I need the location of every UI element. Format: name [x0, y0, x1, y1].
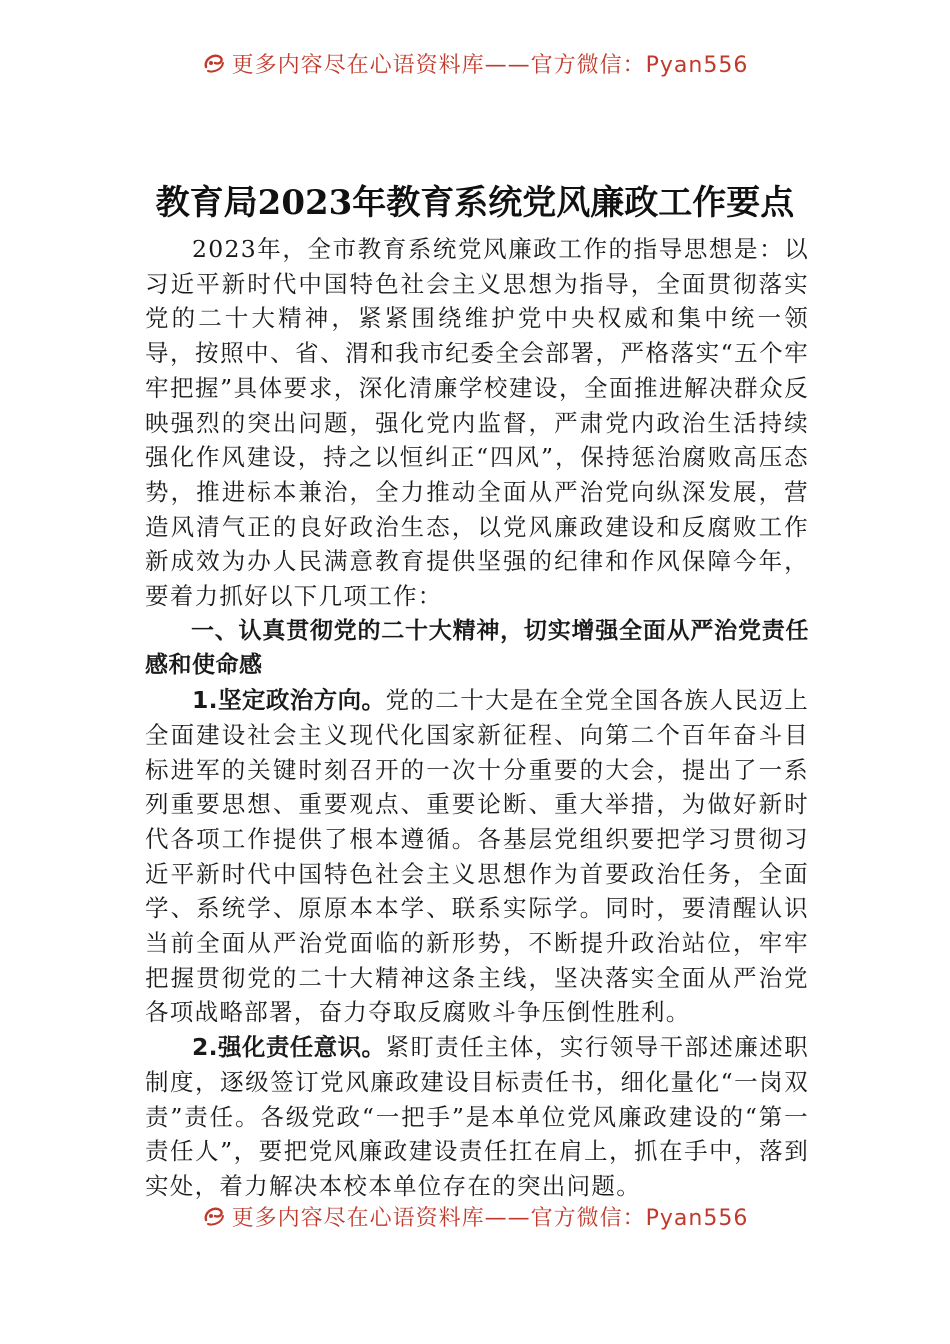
watermark-footer: [0, 1205, 950, 1239]
item-lead-2: 2.强化责任意识。: [192, 1033, 386, 1062]
item-paragraph-1: [145, 683, 809, 1030]
intro-paragraph: 2023年，全市教育系统党风廉政工作的指导思想是：以习近平新时代中国特色社会主义思想为指导，全面贯彻落实党的二十大精神，紧紧围绕维护党中央权威和集中统一领导，按照中、省、渭和我市纪委全会部署，严格落实“五个牢牢把握”具体要求，深化清廉学校建设，全面推进解决群众反映强烈的突出问题，强化党内监督，严肃党内政治生活持续强化作风建设，持之以恒纠正“四风”，保持惩治腐败高压态势，推进标本兼治，全力推动全面从严治党向纵深发展，营造风清气正的良好政治生态，以党风廉政建设和反腐败工作新成效为办人民满意教育提供坚强的纪律和作风保障今年，要着力抓好以下几项工作：: [145, 235, 809, 611]
section-heading: 一、认真贯彻党的二十大精神，切实增强全面从严治党责任感和使命感: [145, 617, 809, 679]
item-lead-1: 1.坚定政治方向。: [192, 686, 386, 715]
swirl-logo-icon: [202, 1205, 226, 1228]
document-title: 教育局2023年教育系统党风廉政工作要点: [155, 183, 795, 223]
watermark-text: 更多内容尽在心语资料库——官方微信：Pyan556: [231, 1205, 749, 1231]
item-text-2: 紧盯责任主体，实行领导干部述廉述职制度，逐级签订党风廉政建设目标责任书，细化量化“一岗双责”责任。各级党政“一把手”是本单位党风廉政建设的“第一责任人”，要把党风廉政建设责任扛在肩上，抓在手中，落到实处，着力解决本校本单位存在的突出问题。: [145, 1033, 809, 1200]
item-text-1: 党的二十大是在全党全国各族人民迈上全面建设社会主义现代化国家新征程、向第二个百年奋斗目标进军的关键时刻召开的一次十分重要的大会，提出了一系列重要思想、重要观点、重要论断、重大举措，为做好新时代各项工作提供了根本遵循。各基层党组织要把学习贯彻习近平新时代中国特色社会主义思想作为首要政治任务，全面学、系统学、原原本本学、联系实际学。同时，要清醒认识当前全面从严治党面临的新形势，不断提升政治站位，牢牢把握贯彻党的二十大精神这条主线，坚决落实全面从严治党各项战略部署，奋力夺取反腐败斗争压倒性胜利。: [145, 686, 809, 1027]
document-body: [145, 232, 809, 1204]
item-paragraph-2: [145, 1030, 809, 1204]
watermark-text: 更多内容尽在心语资料库——官方微信：Pyan556: [231, 52, 749, 78]
swirl-logo-icon: [202, 52, 226, 75]
watermark-header: [0, 52, 950, 86]
